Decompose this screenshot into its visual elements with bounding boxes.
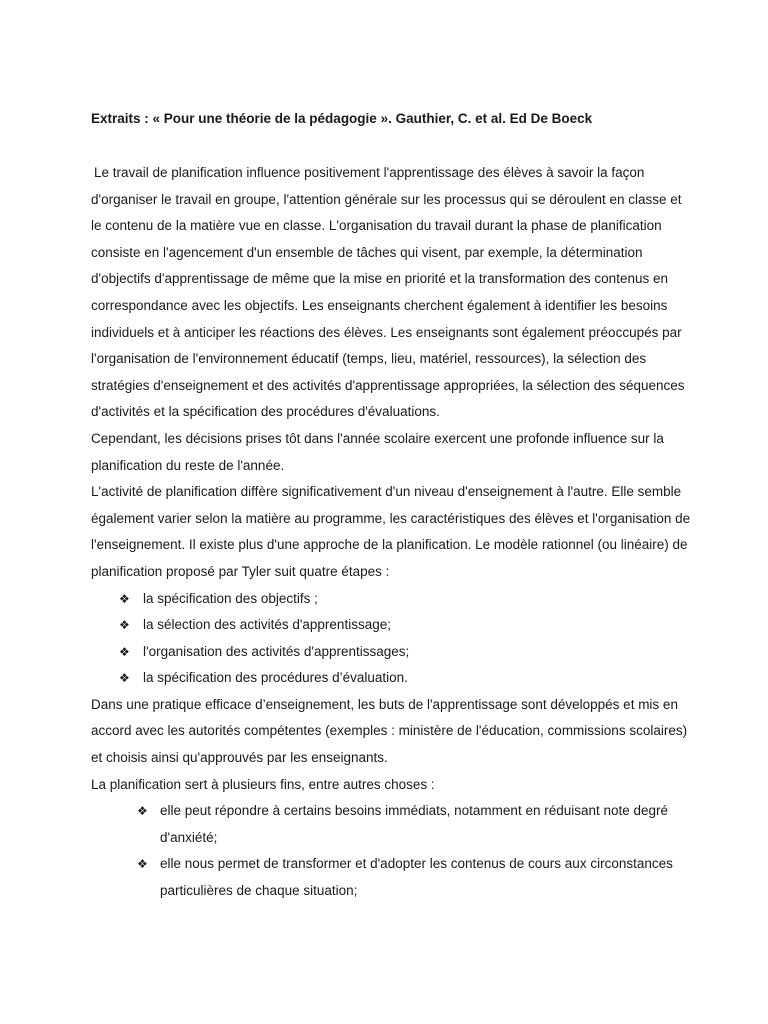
list-item-text: elle nous permet de transformer et d'adopter les contenus de cours aux circonstances particulières de chaque situation;: [160, 856, 673, 899]
diamond-bullet-icon: ❖: [119, 591, 130, 606]
paragraph-early-decisions: Cependant, les décisions prises tôt dans l'année scolaire exercent une profonde influence sur la planification du reste de l'année.: [91, 430, 664, 473]
document-body: [91, 160, 691, 905]
diamond-bullet-icon: ❖: [119, 644, 130, 659]
diamond-bullet-icon: ❖: [137, 804, 148, 819]
list-item: [91, 586, 691, 613]
list-item: [91, 798, 691, 851]
list-item-text: la sélection des activités d'apprentissage;: [143, 617, 391, 633]
list-item: [91, 851, 691, 904]
paragraph-planning-activity: L'activité de planification diffère significativement d'un niveau d'enseignement à l'autre. Elle semble également varier selon la matière au programme, les caractéristiques des élèves et l'organisation de l'enseignement. Il existe plus d'une approche de la planification. Le modèle rationnel (ou linéaire) de planification proposé par Tyler suit quatre étapes :: [91, 484, 691, 579]
list-item: [91, 639, 691, 666]
planning-purposes-list: [91, 798, 691, 904]
list-item-text: l'organisation des activités d'apprentissages;: [143, 643, 410, 659]
document-title: Extraits : « Pour une théorie de la pédagogie ». Gauthier, C. et al. Ed De Boeck: [91, 111, 593, 126]
diamond-bullet-icon: ❖: [137, 857, 148, 872]
list-item: [91, 665, 691, 692]
paragraph-planning-influence: Le travail de planification influence positivement l'apprentissage des élèves à savoir la façon d'organiser le travail en groupe, l'attention générale sur les processus qui se déroulent en classe et le contenu de la matière vue en classe. L'organisation du travail durant la phase de planification consiste en l'agencement d'un ensemble de tâches qui visent, par exemple, la détermination d'objectifs d'apprentissage de même que la mise en priorité et la transformation des contenus en correspondance avec les objectifs. Les enseignants cherchent également à identifier les besoins individuels et à anticiper les réactions des élèves. Les enseignants sont également préoccupés par l'organisation de l'environnement éducatif (temps, lieu, matériel, ressources), la sélection des stratégies d'enseignement et des activités d'apprentissage appropriées, la sélection des séquences d'activités et la spécification des procédures d'évaluations.: [91, 165, 685, 420]
list-item-text: la spécification des procédures d’évaluation.: [143, 670, 408, 686]
tyler-steps-list: [91, 586, 691, 692]
list-item: [91, 612, 691, 639]
list-item-text: elle peut répondre à certains besoins immédiats, notamment en réduisant note degré d'anxiété;: [160, 803, 669, 845]
list-item-text: la spécification des objectifs ;: [143, 590, 318, 606]
diamond-bullet-icon: ❖: [119, 618, 130, 633]
diamond-bullet-icon: ❖: [119, 671, 130, 686]
paragraph-planning-purposes: La planification sert à plusieurs fins, entre autres choses :: [91, 776, 435, 792]
paragraph-effective-practice: Dans une pratique efficace d’enseignement, les buts de l'apprentissage sont développés et mis en accord avec les autorités compétentes (exemples : ministère de l'éducation, commissions scolaires) et choisis ainsi qu'approuvés par les enseignants.: [91, 696, 688, 766]
